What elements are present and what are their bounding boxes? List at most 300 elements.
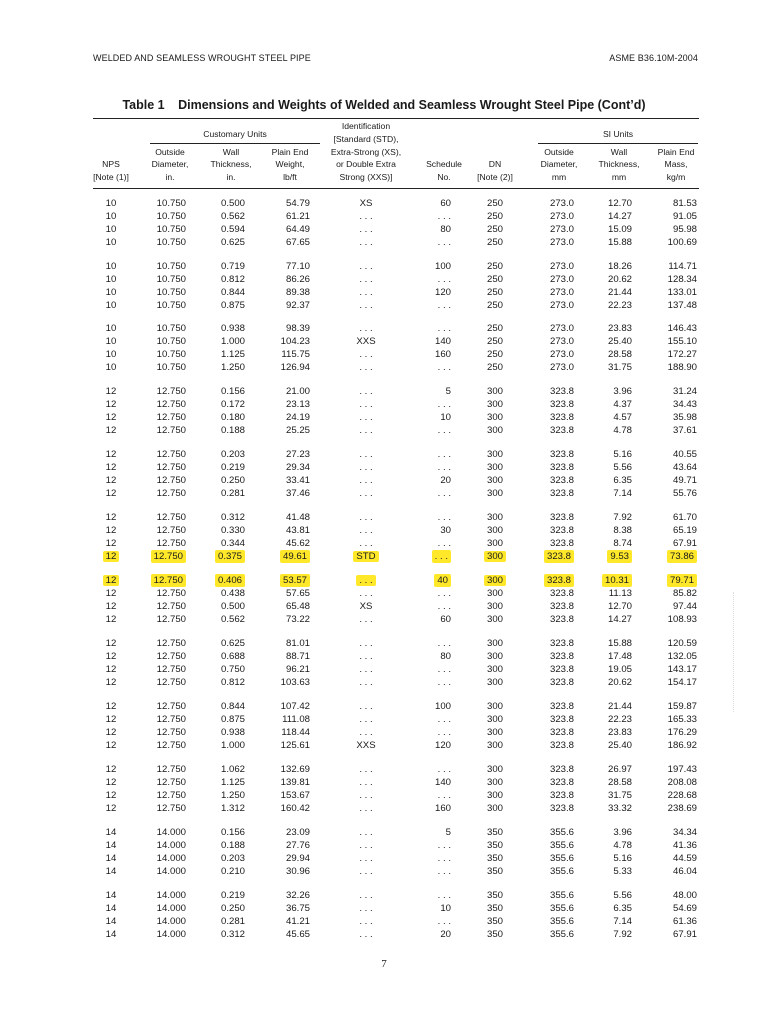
cell-wall-mm: 22.23 xyxy=(607,299,632,311)
cell-wall-mm: 17.48 xyxy=(607,650,632,662)
cell-wall-in: 1.000 xyxy=(220,335,245,347)
cell-weight-lbft: 41.21 xyxy=(285,915,310,927)
cell-nps: 10 xyxy=(105,361,117,373)
cell-weight-lbft: 45.62 xyxy=(285,537,310,549)
cell-nps: 12 xyxy=(105,764,117,775)
cell-identification: . . . xyxy=(359,638,373,649)
cell-schedule: . . . xyxy=(437,587,451,599)
cell-mass-kgm: 186.92 xyxy=(667,739,697,751)
cell-mass-kgm: 108.93 xyxy=(667,613,697,625)
cell-mass-kgm: 65.19 xyxy=(672,524,697,536)
cell-wall-mm: 26.97 xyxy=(607,764,632,775)
cell-identification: . . . xyxy=(359,587,373,599)
cell-schedule: . . . xyxy=(437,323,451,334)
cell-weight-lbft: 103.63 xyxy=(280,676,310,688)
cell-wall-mm: 15.88 xyxy=(607,236,632,248)
table-number: Table 1 xyxy=(122,98,165,112)
cell-od-in: 12.750 xyxy=(156,411,186,423)
cell-nps: 12 xyxy=(105,676,117,688)
cell-od-mm: 323.8 xyxy=(549,474,574,486)
cell-identification: XXS xyxy=(356,739,376,751)
cell-dn: 300 xyxy=(486,713,503,725)
cell-schedule: 40 xyxy=(434,574,451,587)
cell-od-in: 12.750 xyxy=(156,764,186,775)
cell-identification: . . . xyxy=(359,839,373,851)
cell-identification: . . . xyxy=(359,299,373,311)
page-number: 7 xyxy=(381,958,387,970)
cell-wall-mm: 21.44 xyxy=(607,701,632,712)
cell-od-mm: 323.8 xyxy=(549,411,574,423)
cell-od-mm: 355.6 xyxy=(549,902,574,914)
column-header-wall-in: in. xyxy=(226,172,236,183)
cell-identification: . . . xyxy=(359,223,373,235)
cell-od-mm: 323.8 xyxy=(549,386,574,397)
cell-od-mm: 273.0 xyxy=(549,223,574,235)
cell-mass-kgm: 61.70 xyxy=(672,512,697,523)
cell-dn: 300 xyxy=(486,776,503,788)
cell-mass-kgm: 97.44 xyxy=(672,600,697,612)
cell-od-in: 12.750 xyxy=(156,487,186,499)
cell-wall-in: 1.000 xyxy=(220,739,245,751)
cell-wall-in: 0.188 xyxy=(220,424,245,436)
cell-mass-kgm: 172.27 xyxy=(667,348,697,360)
cell-schedule: 160 xyxy=(434,348,451,360)
cell-weight-lbft: 45.65 xyxy=(285,928,310,940)
cell-mass-kgm: 154.17 xyxy=(667,676,697,688)
cell-od-mm: 273.0 xyxy=(549,210,574,222)
cell-nps: 10 xyxy=(105,299,117,311)
cell-nps: 10 xyxy=(105,261,117,272)
cell-wall-mm: 4.78 xyxy=(613,839,632,851)
cell-nps: 14 xyxy=(105,865,117,877)
cell-wall-in: 0.844 xyxy=(220,701,245,712)
cell-dn: 250 xyxy=(486,210,503,222)
cell-od-in: 12.750 xyxy=(156,424,186,436)
cell-schedule: . . . xyxy=(437,865,451,877)
cell-nps: 14 xyxy=(105,852,117,864)
cell-mass-kgm: 120.59 xyxy=(667,638,697,649)
cell-od-in: 12.750 xyxy=(156,537,186,549)
cell-dn: 300 xyxy=(486,524,503,536)
cell-nps: 10 xyxy=(105,198,117,209)
cell-od-in: 10.750 xyxy=(156,261,186,272)
table-caption: Dimensions and Weights of Welded and Seamless Wrought Steel Pipe (Cont’d) xyxy=(178,98,646,112)
cell-nps: 10 xyxy=(105,273,117,285)
cell-dn: 300 xyxy=(486,587,503,599)
cell-nps: 14 xyxy=(105,928,117,940)
cell-od-mm: 273.0 xyxy=(549,261,574,272)
cell-od-mm: 355.6 xyxy=(549,827,574,838)
cell-weight-lbft: 33.41 xyxy=(285,474,310,486)
cell-weight-lbft: 88.71 xyxy=(285,650,310,662)
cell-weight-lbft: 81.01 xyxy=(285,638,310,649)
cell-dn: 300 xyxy=(486,650,503,662)
cell-identification: . . . xyxy=(359,928,373,940)
cell-mass-kgm: 46.04 xyxy=(672,865,697,877)
table-title xyxy=(0,98,768,112)
cell-identification: XS xyxy=(359,600,373,612)
cell-wall-in: 0.172 xyxy=(220,398,245,410)
cell-wall-in: 0.438 xyxy=(220,587,245,599)
cell-dn: 300 xyxy=(486,676,503,688)
cell-identification: . . . xyxy=(359,348,373,360)
cell-wall-in: 0.180 xyxy=(220,411,245,423)
cell-nps: 14 xyxy=(105,827,117,838)
cell-identification: . . . xyxy=(359,398,373,410)
cell-wall-mm: 12.70 xyxy=(607,600,632,612)
cell-nps: 12 xyxy=(105,701,117,712)
cell-mass-kgm: 91.05 xyxy=(672,210,697,222)
cell-od-in: 12.750 xyxy=(156,663,186,675)
cell-identification: . . . xyxy=(359,852,373,864)
cell-schedule: . . . xyxy=(437,449,451,460)
cell-mass-kgm: 61.36 xyxy=(672,915,697,927)
group-rule-customary xyxy=(150,143,320,144)
cell-od-in: 14.000 xyxy=(156,839,186,851)
cell-dn: 250 xyxy=(486,236,503,248)
cell-wall-mm: 11.13 xyxy=(608,587,632,599)
cell-identification: XXS xyxy=(356,335,376,347)
cell-wall-mm: 5.16 xyxy=(613,449,632,460)
cell-dn: 300 xyxy=(486,789,503,801)
cell-wall-in: 0.812 xyxy=(220,676,245,688)
cell-od-mm: 355.6 xyxy=(549,865,574,877)
cell-mass-kgm: 81.53 xyxy=(672,198,697,209)
cell-mass-kgm: 44.59 xyxy=(672,852,697,864)
cell-dn: 350 xyxy=(486,865,503,877)
column-header-schedule: Schedule xyxy=(426,159,462,170)
column-header-dn: DN xyxy=(488,159,502,170)
cell-schedule: 10 xyxy=(440,902,451,914)
cell-wall-in: 0.938 xyxy=(220,323,245,334)
cell-wall-mm: 28.58 xyxy=(607,776,632,788)
cell-weight-lbft: 98.39 xyxy=(285,323,310,334)
cell-od-in: 12.750 xyxy=(156,776,186,788)
cell-wall-mm: 22.23 xyxy=(607,713,632,725)
cell-od-in: 12.750 xyxy=(156,613,186,625)
cell-wall-mm: 4.57 xyxy=(613,411,632,423)
cell-dn: 350 xyxy=(486,852,503,864)
cell-nps: 12 xyxy=(105,726,117,738)
cell-wall-mm: 18.26 xyxy=(607,261,632,272)
cell-od-mm: 323.8 xyxy=(549,600,574,612)
cell-wall-mm: 20.62 xyxy=(607,273,632,285)
page-edge-mark xyxy=(733,592,737,712)
cell-dn: 350 xyxy=(486,827,503,838)
column-header-weight-lbft: lb/ft xyxy=(283,172,297,183)
cell-mass-kgm: 34.34 xyxy=(672,827,697,838)
cell-weight-lbft: 115.75 xyxy=(281,348,310,360)
cell-identification: . . . xyxy=(336,574,396,587)
cell-schedule: 160 xyxy=(434,802,451,814)
column-header-wall-mm: mm xyxy=(611,172,627,183)
cell-dn: 300 xyxy=(486,398,503,410)
cell-wall-in: 0.203 xyxy=(220,449,245,460)
cell-od-mm: 323.8 xyxy=(549,638,574,649)
cell-nps: 10 xyxy=(105,223,117,235)
cell-od-in: 12.750 xyxy=(156,802,186,814)
cell-dn: 300 xyxy=(486,638,503,649)
cell-schedule: . . . xyxy=(437,236,451,248)
cell-identification: . . . xyxy=(359,323,373,334)
cell-wall-in: 0.210 xyxy=(220,865,245,877)
cell-dn: 350 xyxy=(486,890,503,901)
cell-od-mm: 323.8 xyxy=(549,461,574,473)
cell-mass-kgm: 31.24 xyxy=(672,386,697,397)
cell-schedule: . . . xyxy=(437,663,451,675)
cell-wall-mm: 6.35 xyxy=(613,902,632,914)
cell-schedule: . . . xyxy=(437,424,451,436)
cell-identification: . . . xyxy=(359,361,373,373)
cell-wall-in: 0.281 xyxy=(220,487,245,499)
column-header-weight-lbft: Weight, xyxy=(275,159,305,170)
cell-od-mm: 355.6 xyxy=(549,852,574,864)
cell-wall-mm: 33.32 xyxy=(607,802,632,814)
cell-schedule: . . . xyxy=(437,361,451,373)
cell-od-mm: 273.0 xyxy=(549,273,574,285)
cell-od-in: 14.000 xyxy=(156,928,186,940)
cell-nps: 12 xyxy=(105,386,117,397)
cell-identification: . . . xyxy=(359,261,373,272)
cell-weight-lbft: 49.61 xyxy=(280,550,310,563)
cell-nps: 12 xyxy=(105,713,117,725)
cell-wall-in: 0.719 xyxy=(220,261,245,272)
cell-identification: . . . xyxy=(359,424,373,436)
running-header-standard: ASME B36.10M-2004 xyxy=(609,53,698,63)
cell-wall-mm: 25.40 xyxy=(607,739,632,751)
cell-schedule: . . . xyxy=(437,299,451,311)
cell-dn: 350 xyxy=(486,928,503,940)
column-header-identification: Extra-Strong (XS), xyxy=(330,146,402,157)
cell-mass-kgm: 159.87 xyxy=(667,701,697,712)
cell-mass-kgm: 48.00 xyxy=(672,890,697,901)
cell-identification: . . . xyxy=(359,273,373,285)
cell-nps: 12 xyxy=(105,524,117,536)
cell-od-in: 12.750 xyxy=(156,676,186,688)
cell-od-in: 12.750 xyxy=(156,713,186,725)
cell-mass-kgm: 37.61 xyxy=(672,424,697,436)
cell-nps: 10 xyxy=(105,210,117,222)
cell-wall-mm: 28.58 xyxy=(607,348,632,360)
cell-dn: 300 xyxy=(486,424,503,436)
cell-od-in: 12.750 xyxy=(156,739,186,751)
cell-nps: 12 xyxy=(105,411,117,423)
cell-wall-in: 1.125 xyxy=(220,348,245,360)
cell-mass-kgm: 100.69 xyxy=(667,236,697,248)
cell-identification: . . . xyxy=(359,524,373,536)
cell-od-mm: 323.8 xyxy=(549,650,574,662)
cell-schedule: . . . xyxy=(437,890,451,901)
cell-dn: 300 xyxy=(486,386,503,397)
cell-wall-in: 1.125 xyxy=(220,776,245,788)
cell-identification: . . . xyxy=(359,487,373,499)
cell-nps: 12 xyxy=(105,739,117,751)
cell-wall-in: 1.062 xyxy=(220,764,245,775)
cell-identification: . . . xyxy=(359,650,373,662)
cell-mass-kgm: 143.17 xyxy=(667,663,697,675)
cell-od-in: 14.000 xyxy=(156,865,186,877)
cell-wall-mm: 4.78 xyxy=(613,424,632,436)
cell-od-mm: 323.8 xyxy=(549,613,574,625)
cell-weight-lbft: 73.22 xyxy=(285,613,310,625)
cell-weight-lbft: 96.21 xyxy=(285,663,310,675)
cell-identification: . . . xyxy=(359,890,373,901)
cell-wall-in: 0.312 xyxy=(220,512,245,523)
cell-od-in: 10.750 xyxy=(156,210,186,222)
cell-wall-in: 1.250 xyxy=(220,361,245,373)
cell-od-in: 10.750 xyxy=(156,286,186,298)
cell-od-in: 12.750 xyxy=(156,449,186,460)
cell-mass-kgm: 114.71 xyxy=(668,261,697,272)
cell-identification: . . . xyxy=(359,286,373,298)
cell-identification: . . . xyxy=(359,676,373,688)
cell-wall-in: 0.375 xyxy=(215,550,245,563)
cell-wall-in: 0.875 xyxy=(220,713,245,725)
cell-nps: 12 xyxy=(81,550,141,563)
cell-wall-mm: 31.75 xyxy=(607,361,632,373)
cell-dn: 300 xyxy=(486,600,503,612)
cell-schedule: 60 xyxy=(440,198,451,209)
cell-wall-mm: 10.31 xyxy=(602,574,632,587)
cell-mass-kgm: 85.82 xyxy=(672,587,697,599)
column-header-wall-mm: Thickness, xyxy=(598,159,640,170)
cell-schedule: 10 xyxy=(440,411,451,423)
cell-od-in: 12.750 xyxy=(156,474,186,486)
column-header-od-in: Diameter, xyxy=(151,159,189,170)
cell-weight-lbft: 36.75 xyxy=(285,902,310,914)
cell-nps: 12 xyxy=(105,638,117,649)
cell-mass-kgm: 34.43 xyxy=(672,398,697,410)
group-header-customary: Customary Units xyxy=(203,129,267,139)
cell-wall-in: 0.812 xyxy=(220,273,245,285)
cell-mass-kgm: 176.29 xyxy=(667,726,697,738)
cell-wall-in: 0.500 xyxy=(220,600,245,612)
header-bottom-rule xyxy=(93,188,699,189)
cell-schedule: . . . xyxy=(437,461,451,473)
cell-wall-mm: 14.27 xyxy=(607,613,632,625)
cell-weight-lbft: 25.25 xyxy=(285,424,310,436)
cell-weight-lbft: 23.09 xyxy=(285,827,310,838)
cell-od-in: 12.750 xyxy=(156,386,186,397)
cell-weight-lbft: 64.49 xyxy=(285,223,310,235)
cell-wall-in: 0.312 xyxy=(220,928,245,940)
column-header-dn: [Note (2)] xyxy=(477,172,513,183)
cell-od-in: 14.000 xyxy=(156,902,186,914)
cell-mass-kgm: 67.91 xyxy=(672,928,697,940)
cell-dn: 250 xyxy=(486,361,503,373)
cell-schedule: . . . xyxy=(437,839,451,851)
cell-od-in: 14.000 xyxy=(156,890,186,901)
cell-nps: 12 xyxy=(105,398,117,410)
cell-wall-in: 0.250 xyxy=(220,902,245,914)
cell-weight-lbft: 23.13 xyxy=(285,398,310,410)
cell-nps: 12 xyxy=(81,574,141,587)
cell-schedule: 120 xyxy=(434,286,451,298)
cell-schedule: 5 xyxy=(445,827,451,838)
cell-od-in: 14.000 xyxy=(156,915,186,927)
cell-weight-lbft: 92.37 xyxy=(285,299,310,311)
cell-nps: 10 xyxy=(105,348,117,360)
cell-weight-lbft: 37.46 xyxy=(285,487,310,499)
cell-dn: 350 xyxy=(486,915,503,927)
cell-schedule: . . . xyxy=(437,537,451,549)
cell-weight-lbft: 132.69 xyxy=(280,764,310,775)
cell-dn: 250 xyxy=(486,348,503,360)
cell-od-mm: 273.0 xyxy=(549,286,574,298)
cell-wall-in: 1.250 xyxy=(220,789,245,801)
cell-dn: 300 xyxy=(486,537,503,549)
cell-od-in: 12.750 xyxy=(156,512,186,523)
cell-wall-in: 0.188 xyxy=(220,839,245,851)
cell-weight-lbft: 65.48 xyxy=(285,600,310,612)
cell-dn: 250 xyxy=(486,223,503,235)
cell-schedule: . . . xyxy=(437,398,451,410)
cell-dn: 300 xyxy=(486,663,503,675)
cell-identification: . . . xyxy=(359,776,373,788)
cell-dn: 300 xyxy=(486,613,503,625)
cell-nps: 12 xyxy=(105,802,117,814)
cell-weight-lbft: 118.44 xyxy=(281,726,310,738)
cell-dn: 300 xyxy=(486,802,503,814)
column-header-od-mm: Diameter, xyxy=(540,159,578,170)
cell-wall-in: 0.750 xyxy=(220,663,245,675)
cell-nps: 12 xyxy=(105,461,117,473)
cell-dn: 300 xyxy=(486,411,503,423)
cell-weight-lbft: 104.23 xyxy=(280,335,310,347)
cell-dn: 300 xyxy=(486,512,503,523)
cell-identification: . . . xyxy=(359,474,373,486)
cell-schedule: . . . xyxy=(437,600,451,612)
cell-schedule: . . . xyxy=(432,550,451,563)
cell-od-in: 10.750 xyxy=(156,323,186,334)
cell-wall-in: 0.156 xyxy=(220,386,245,397)
cell-nps: 12 xyxy=(105,424,117,436)
cell-od-mm: 273.0 xyxy=(549,236,574,248)
cell-dn: 250 xyxy=(486,273,503,285)
column-header-identification: Identification xyxy=(341,121,391,131)
cell-identification: . . . xyxy=(359,827,373,838)
cell-schedule: 5 xyxy=(445,386,451,397)
cell-od-mm: 273.0 xyxy=(549,335,574,347)
cell-wall-in: 0.562 xyxy=(220,613,245,625)
cell-nps: 12 xyxy=(105,776,117,788)
cell-dn: 250 xyxy=(486,261,503,272)
cell-od-in: 12.750 xyxy=(156,701,186,712)
cell-od-mm: 355.6 xyxy=(549,890,574,901)
cell-wall-in: 0.688 xyxy=(220,650,245,662)
cell-dn: 300 xyxy=(486,461,503,473)
cell-od-in: 12.750 xyxy=(156,726,186,738)
column-header-schedule: No. xyxy=(437,172,451,183)
cell-od-mm: 355.6 xyxy=(549,915,574,927)
cell-schedule: 100 xyxy=(434,701,451,712)
cell-od-mm: 323.8 xyxy=(549,764,574,775)
cell-schedule: 140 xyxy=(434,776,451,788)
cell-wall-mm: 3.96 xyxy=(613,827,632,838)
cell-weight-lbft: 24.19 xyxy=(285,411,310,423)
cell-mass-kgm: 228.68 xyxy=(667,789,697,801)
cell-od-in: 12.750 xyxy=(151,574,186,587)
cell-od-mm: 273.0 xyxy=(549,198,574,209)
cell-weight-lbft: 153.67 xyxy=(280,789,310,801)
column-header-wall-mm: Wall xyxy=(610,146,628,157)
cell-identification: . . . xyxy=(359,701,373,712)
cell-od-in: 12.750 xyxy=(156,587,186,599)
cell-od-mm: 323.8 xyxy=(549,487,574,499)
cell-nps: 12 xyxy=(105,487,117,499)
cell-identification: . . . xyxy=(359,915,373,927)
cell-od-mm: 323.8 xyxy=(549,776,574,788)
